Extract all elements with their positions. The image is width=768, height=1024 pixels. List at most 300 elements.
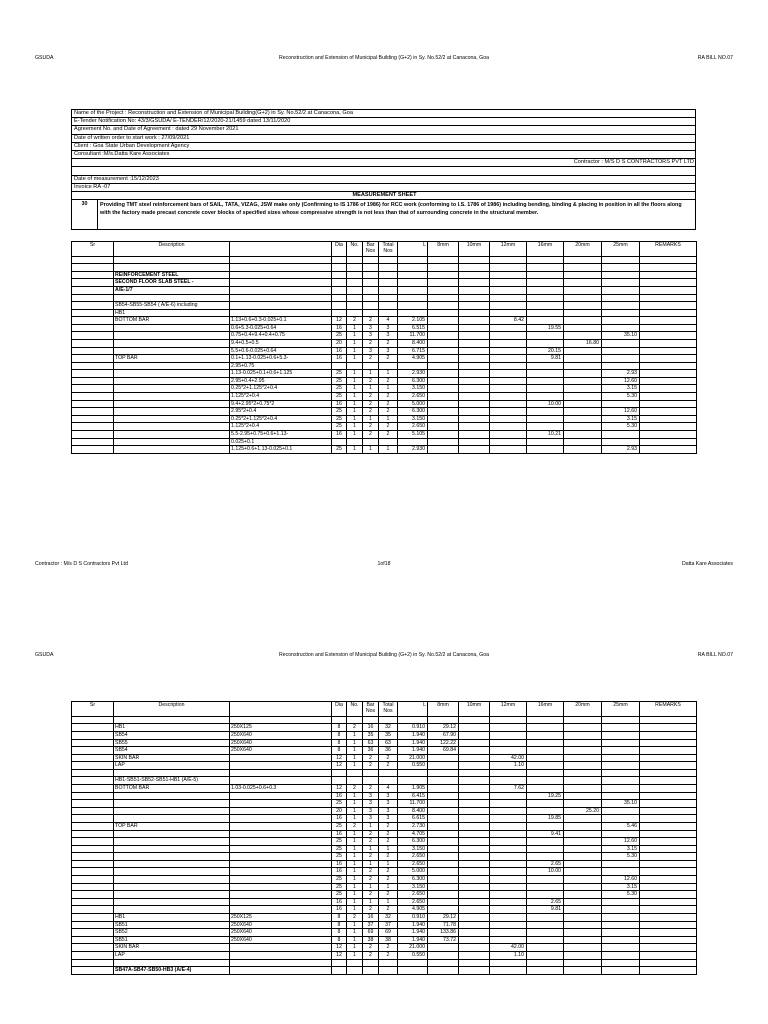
cell-remarks	[640, 966, 697, 974]
cell-total-nos: 3	[379, 792, 398, 800]
cell-bar-nos: 1	[363, 370, 379, 378]
cell-total-nos: 1	[379, 415, 398, 423]
table-row	[72, 807, 697, 815]
cell-qty-20mm	[564, 294, 602, 301]
cell-remarks	[640, 294, 697, 301]
cell-qty-8mm	[428, 830, 459, 838]
cell-qty-25mm	[602, 279, 640, 287]
cell-qty-12mm	[490, 279, 527, 287]
cell-no: 1	[347, 944, 363, 952]
cell-bar-nos: 2	[363, 431, 379, 439]
cell-qty-8mm	[428, 332, 459, 340]
cell-qty-8mm	[428, 898, 459, 906]
cell-bar-nos: 3	[363, 324, 379, 332]
cell-formula: 1.125*2+0.4	[230, 423, 332, 431]
cell-length: 1.940	[398, 921, 428, 929]
cell-qty-10mm	[459, 891, 490, 899]
column-header-qty-20mm: 20mm	[564, 702, 602, 717]
cell-no: 1	[347, 807, 363, 815]
cell-remarks	[640, 868, 697, 876]
footer-page-number: 1of18	[377, 561, 391, 567]
cell-qty-16mm	[527, 800, 564, 808]
cell-formula: 5.5+0.6-0.025+0.64	[230, 347, 332, 355]
cell-qty-12mm	[490, 898, 527, 906]
cell-sr	[72, 952, 114, 960]
cell-bar-nos: 2	[363, 317, 379, 325]
cell-total-nos	[379, 257, 398, 264]
cell-qty-10mm	[459, 883, 490, 891]
cell-qty-25mm	[602, 936, 640, 944]
table-row	[72, 739, 697, 747]
cell-qty-16mm	[527, 415, 564, 423]
cell-sr	[72, 876, 114, 884]
cell-qty-10mm	[459, 792, 490, 800]
cell-qty-16mm	[527, 769, 564, 776]
column-header-total-nos: Total Nos	[379, 702, 398, 717]
cell-description: SB52	[114, 929, 230, 937]
cell-no: 1	[347, 815, 363, 823]
table-row	[72, 784, 697, 792]
cell-remarks	[640, 279, 697, 287]
cell-length: 2.650	[398, 891, 428, 899]
cell-sr	[72, 868, 114, 876]
cell-description	[114, 860, 230, 868]
cell-qty-25mm	[602, 362, 640, 370]
cell-qty-8mm	[428, 792, 459, 800]
table-row	[72, 914, 697, 922]
cell-remarks	[640, 830, 697, 838]
cell-qty-10mm	[459, 906, 490, 914]
cell-length: 2.650	[398, 860, 428, 868]
cell-qty-16mm: 10.21	[527, 431, 564, 439]
cell-formula	[230, 830, 332, 838]
cell-bar-nos: 2	[363, 355, 379, 363]
cell-qty-12mm	[490, 777, 527, 785]
cell-qty-8mm: 69.84	[428, 747, 459, 755]
cell-no: 1	[347, 355, 363, 363]
table-row	[72, 754, 697, 762]
cell-remarks	[640, 822, 697, 830]
cell-qty-20mm	[564, 377, 602, 385]
cell-total-nos	[379, 362, 398, 370]
cell-remarks	[640, 324, 697, 332]
cell-description: SB54	[114, 747, 230, 755]
cell-length: 11.700	[398, 332, 428, 340]
cell-qty-8mm	[428, 815, 459, 823]
cell-dia	[332, 257, 347, 264]
cell-qty-25mm	[602, 717, 640, 724]
cell-total-nos: 36	[379, 747, 398, 755]
column-header-qty-12mm: 12mm	[490, 702, 527, 717]
cell-qty-25mm	[602, 324, 640, 332]
cell-length: 6.715	[398, 347, 428, 355]
cell-description	[114, 769, 230, 776]
cell-qty-25mm	[602, 830, 640, 838]
cell-remarks	[640, 914, 697, 922]
cell-dia: 16	[332, 431, 347, 439]
cell-qty-10mm	[459, 807, 490, 815]
cell-bar-nos: 1	[363, 883, 379, 891]
cell-total-nos: 38	[379, 936, 398, 944]
cell-qty-16mm	[527, 822, 564, 830]
cell-qty-8mm	[428, 309, 459, 317]
cell-remarks	[640, 860, 697, 868]
cell-qty-12mm	[490, 731, 527, 739]
cell-total-nos: 2	[379, 762, 398, 770]
column-header-dia: Dia	[332, 702, 347, 717]
cell-qty-20mm	[564, 876, 602, 884]
cell-sr	[72, 257, 114, 264]
cell-qty-10mm	[459, 324, 490, 332]
cell-qty-12mm	[490, 446, 527, 454]
cell-length: 6.615	[398, 815, 428, 823]
cell-qty-25mm	[602, 807, 640, 815]
cell-qty-20mm	[564, 438, 602, 446]
cell-total-nos	[379, 769, 398, 776]
cell-qty-10mm	[459, 362, 490, 370]
cell-qty-25mm	[602, 929, 640, 937]
cell-qty-16mm: 19.25	[527, 792, 564, 800]
cell-total-nos: 1	[379, 370, 398, 378]
cell-remarks	[640, 339, 697, 347]
cell-remarks	[640, 400, 697, 408]
sheet-title: MEASUREMENT SHEET	[72, 192, 695, 200]
cell-qty-16mm	[527, 264, 564, 271]
cell-qty-8mm	[428, 317, 459, 325]
cell-qty-8mm	[428, 868, 459, 876]
cell-no: 1	[347, 868, 363, 876]
cell-qty-16mm	[527, 377, 564, 385]
cell-qty-16mm	[527, 762, 564, 770]
table-row	[72, 257, 697, 264]
cell-sr	[72, 438, 114, 446]
cell-qty-16mm	[527, 393, 564, 401]
cell-qty-12mm	[490, 415, 527, 423]
cell-dia: 16	[332, 324, 347, 332]
cell-qty-10mm	[459, 271, 490, 279]
cell-length: 2.930	[398, 370, 428, 378]
cell-dia: 25	[332, 393, 347, 401]
cell-dia: 20	[332, 807, 347, 815]
cell-qty-20mm	[564, 959, 602, 966]
cell-bar-nos	[363, 264, 379, 271]
cell-length: 0.550	[398, 952, 428, 960]
cell-qty-16mm	[527, 731, 564, 739]
cell-qty-8mm	[428, 264, 459, 271]
cell-no	[347, 257, 363, 264]
cell-no: 1	[347, 423, 363, 431]
cell-bar-nos	[363, 362, 379, 370]
cell-qty-8mm	[428, 385, 459, 393]
cell-formula	[230, 309, 332, 317]
cell-qty-12mm	[490, 286, 527, 294]
cell-description	[114, 423, 230, 431]
cell-qty-12mm	[490, 385, 527, 393]
cell-qty-25mm: 5.30	[602, 423, 640, 431]
cell-qty-20mm	[564, 952, 602, 960]
cell-description	[114, 431, 230, 439]
cell-description	[114, 845, 230, 853]
cell-description	[114, 830, 230, 838]
column-header-no: No.	[347, 242, 363, 257]
cell-total-nos: 2	[379, 853, 398, 861]
cell-qty-25mm: 5.46	[602, 822, 640, 830]
cell-description: HB1	[114, 914, 230, 922]
cell-description	[114, 393, 230, 401]
cell-bar-nos: 3	[363, 807, 379, 815]
cell-no: 1	[347, 792, 363, 800]
cell-total-nos	[379, 717, 398, 724]
agreement-info: Agreement No. and Date of Agreement : dated 29 November 2021	[72, 126, 695, 134]
cell-sr	[72, 762, 114, 770]
cell-qty-16mm	[527, 807, 564, 815]
cell-remarks	[640, 929, 697, 937]
cell-no: 1	[347, 431, 363, 439]
cell-qty-16mm: 10.00	[527, 868, 564, 876]
cell-dia: 12	[332, 784, 347, 792]
cell-dia: 16	[332, 347, 347, 355]
cell-total-nos: 3	[379, 332, 398, 340]
cell-sr	[72, 301, 114, 309]
cell-remarks	[640, 906, 697, 914]
cell-remarks	[640, 717, 697, 724]
cell-remarks	[640, 815, 697, 823]
cell-bar-nos	[363, 257, 379, 264]
cell-total-nos: 2	[379, 377, 398, 385]
cell-qty-12mm	[490, 339, 527, 347]
cell-total-nos: 2	[379, 400, 398, 408]
cell-bar-nos: 38	[363, 936, 379, 944]
cell-dia: 25	[332, 845, 347, 853]
footer-right: Datta Kare Associates	[681, 561, 733, 567]
cell-sr	[72, 921, 114, 929]
cell-dia: 25	[332, 800, 347, 808]
cell-qty-12mm	[490, 408, 527, 416]
cell-no: 1	[347, 936, 363, 944]
cell-bar-nos: 16	[363, 914, 379, 922]
cell-bar-nos	[363, 294, 379, 301]
cell-total-nos	[379, 959, 398, 966]
cell-formula	[230, 754, 332, 762]
cell-remarks	[640, 286, 697, 294]
cell-qty-16mm: 9.81	[527, 906, 564, 914]
consultant-info: Consultant :M/s.Datta Kare Associates	[72, 151, 695, 159]
cell-description	[114, 324, 230, 332]
cell-bar-nos	[363, 271, 379, 279]
cell-qty-16mm	[527, 845, 564, 853]
cell-formula	[230, 952, 332, 960]
cell-qty-16mm: 2.65	[527, 898, 564, 906]
cell-qty-8mm	[428, 952, 459, 960]
cell-qty-8mm	[428, 838, 459, 846]
cell-qty-20mm	[564, 408, 602, 416]
cell-bar-nos: 2	[363, 784, 379, 792]
cell-qty-10mm	[459, 377, 490, 385]
cell-no: 1	[347, 754, 363, 762]
cell-formula: 250X640	[230, 921, 332, 929]
header-left: GSUDA	[35, 55, 54, 61]
cell-total-nos: 2	[379, 431, 398, 439]
cell-qty-8mm: 133.86	[428, 929, 459, 937]
cell-sr	[72, 324, 114, 332]
cell-qty-25mm: 12.60	[602, 408, 640, 416]
cell-description	[114, 377, 230, 385]
cell-qty-12mm: 1.10	[490, 762, 527, 770]
column-header-qty-16mm: 16mm	[527, 702, 564, 717]
cell-formula: 250X640	[230, 936, 332, 944]
cell-sr	[72, 891, 114, 899]
cell-total-nos: 2	[379, 408, 398, 416]
cell-bar-nos: 1	[363, 898, 379, 906]
cell-qty-12mm	[490, 807, 527, 815]
cell-length: 5.000	[398, 400, 428, 408]
cell-qty-25mm	[602, 921, 640, 929]
cell-sr	[72, 286, 114, 294]
cell-description	[114, 339, 230, 347]
cell-description: A/E-1/7	[114, 286, 230, 294]
cell-formula	[230, 271, 332, 279]
cell-qty-25mm: 35.10	[602, 800, 640, 808]
cell-qty-10mm	[459, 929, 490, 937]
cell-sr	[72, 936, 114, 944]
cell-remarks	[640, 347, 697, 355]
cell-qty-25mm: 12.60	[602, 838, 640, 846]
table-row	[72, 921, 697, 929]
cell-dia	[332, 959, 347, 966]
cell-qty-20mm	[564, 739, 602, 747]
cell-no: 2	[347, 724, 363, 732]
cell-qty-8mm	[428, 906, 459, 914]
column-header-description: Description	[114, 242, 230, 257]
cell-length: 8.400	[398, 807, 428, 815]
cell-length	[398, 257, 428, 264]
cell-description	[114, 853, 230, 861]
table-row	[72, 332, 697, 340]
cell-bar-nos: 63	[363, 739, 379, 747]
cell-sr	[72, 431, 114, 439]
cell-qty-10mm	[459, 952, 490, 960]
measurement-table-page-2	[71, 701, 697, 975]
cell-qty-25mm: 5.30	[602, 393, 640, 401]
cell-qty-20mm	[564, 929, 602, 937]
cell-qty-8mm	[428, 800, 459, 808]
project-info-box	[71, 109, 696, 230]
cell-qty-12mm	[490, 739, 527, 747]
cell-description	[114, 438, 230, 446]
cell-sr	[72, 830, 114, 838]
cell-formula	[230, 762, 332, 770]
cell-qty-20mm	[564, 891, 602, 899]
cell-qty-8mm	[428, 347, 459, 355]
cell-qty-16mm	[527, 921, 564, 929]
cell-qty-25mm	[602, 906, 640, 914]
cell-no: 1	[347, 370, 363, 378]
cell-qty-10mm	[459, 339, 490, 347]
cell-no: 1	[347, 891, 363, 899]
cell-remarks	[640, 792, 697, 800]
cell-qty-12mm	[490, 966, 527, 974]
cell-formula	[230, 294, 332, 301]
cell-qty-12mm	[490, 294, 527, 301]
cell-remarks	[640, 423, 697, 431]
cell-sr	[72, 883, 114, 891]
cell-qty-16mm: 2.65	[527, 860, 564, 868]
cell-qty-10mm	[459, 309, 490, 317]
cell-qty-8mm	[428, 271, 459, 279]
cell-formula	[230, 815, 332, 823]
cell-length: 1.940	[398, 739, 428, 747]
cell-dia: 25	[332, 423, 347, 431]
cell-qty-20mm	[564, 279, 602, 287]
cell-total-nos	[379, 438, 398, 446]
cell-sr	[72, 724, 114, 732]
cell-qty-16mm	[527, 936, 564, 944]
cell-no	[347, 966, 363, 974]
cell-qty-20mm	[564, 936, 602, 944]
cell-description	[114, 370, 230, 378]
cell-sr	[72, 377, 114, 385]
cell-qty-12mm	[490, 377, 527, 385]
cell-sr	[72, 822, 114, 830]
cell-length	[398, 777, 428, 785]
cell-length	[398, 438, 428, 446]
cell-qty-8mm	[428, 301, 459, 309]
cell-qty-10mm	[459, 393, 490, 401]
cell-qty-10mm	[459, 838, 490, 846]
cell-no: 1	[347, 400, 363, 408]
cell-remarks	[640, 257, 697, 264]
cell-qty-8mm	[428, 400, 459, 408]
cell-dia: 8	[332, 747, 347, 755]
cell-bar-nos	[363, 301, 379, 309]
cell-formula: 2.95*2+0.4	[230, 408, 332, 416]
cell-qty-16mm	[527, 339, 564, 347]
cell-dia: 25	[332, 891, 347, 899]
cell-dia: 8	[332, 929, 347, 937]
cell-bar-nos: 2	[363, 906, 379, 914]
cell-qty-8mm	[428, 324, 459, 332]
cell-qty-10mm	[459, 769, 490, 776]
cell-remarks	[640, 921, 697, 929]
cell-bar-nos: 1	[363, 385, 379, 393]
cell-bar-nos: 69	[363, 929, 379, 937]
table-row	[72, 777, 697, 785]
cell-qty-8mm	[428, 754, 459, 762]
table-row	[72, 301, 697, 309]
cell-formula: 1.03-0.025+0.6+0.3	[230, 784, 332, 792]
cell-formula	[230, 301, 332, 309]
cell-length: 0.910	[398, 724, 428, 732]
cell-qty-8mm	[428, 446, 459, 454]
cell-length: 0.550	[398, 762, 428, 770]
cell-formula	[230, 264, 332, 271]
cell-total-nos	[379, 309, 398, 317]
cell-formula: 250X640	[230, 747, 332, 755]
cell-description	[114, 257, 230, 264]
cell-description	[114, 815, 230, 823]
cell-remarks	[640, 952, 697, 960]
contractor-info: Contractor : M/S D S CONTRACTORS PVT LTD	[72, 159, 695, 167]
cell-length: 11.700	[398, 800, 428, 808]
cell-remarks	[640, 415, 697, 423]
cell-remarks	[640, 754, 697, 762]
cell-qty-12mm	[490, 860, 527, 868]
table-row	[72, 446, 697, 454]
cell-description: HB1-SB51-SB52-SB51-HB1 (A/E-5)	[114, 777, 230, 785]
cell-bar-nos: 3	[363, 792, 379, 800]
cell-qty-12mm	[490, 347, 527, 355]
cell-remarks	[640, 838, 697, 846]
